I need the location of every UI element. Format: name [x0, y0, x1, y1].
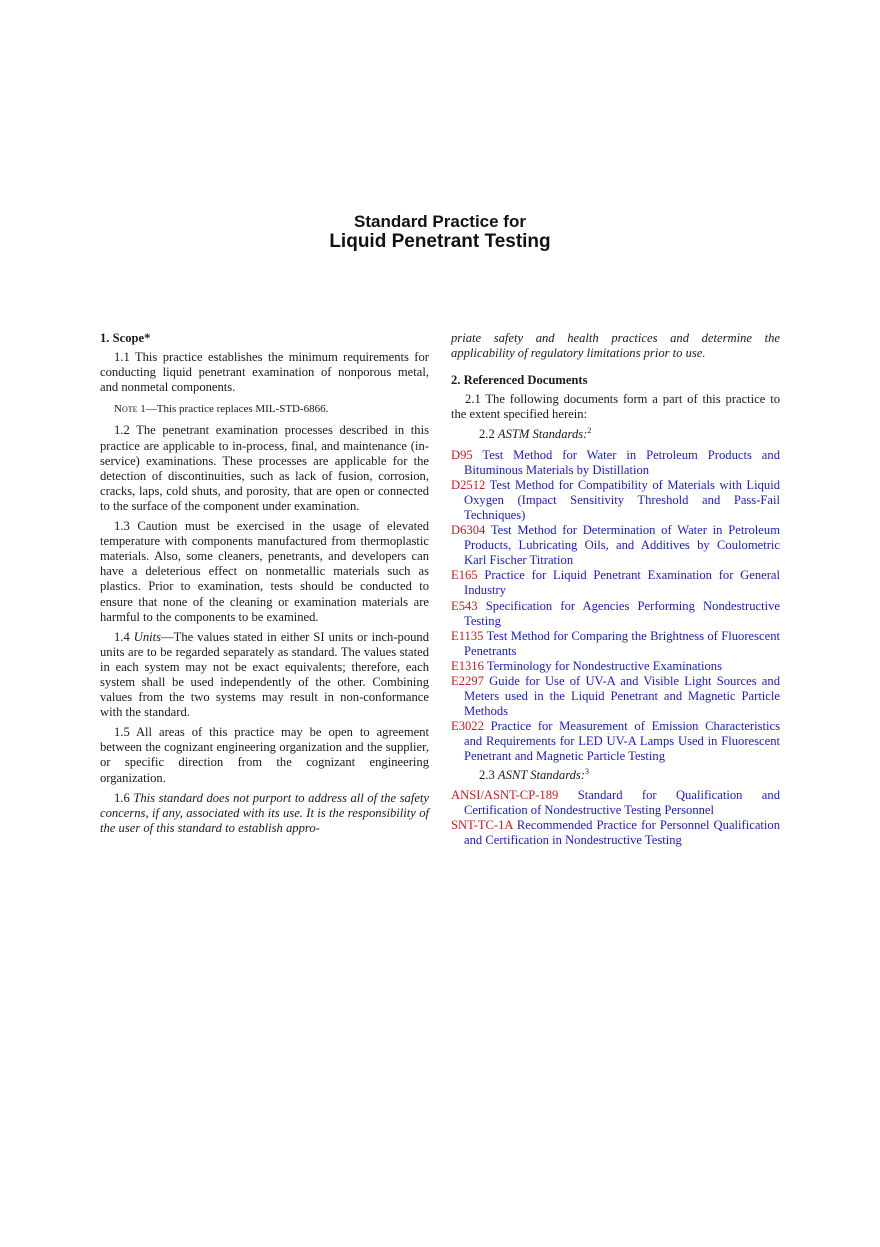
reference-title[interactable]: Test Method for Compatibility of Materials with Liquid Oxygen (Impact Sensitivity Threshold and Pass-Fail Techniques)	[464, 477, 780, 522]
reference-code[interactable]: D6304	[451, 523, 486, 538]
reference-item[interactable]	[451, 599, 780, 629]
reference-code[interactable]: E165	[451, 568, 478, 583]
reference-item[interactable]	[451, 629, 780, 659]
astm-label: ASTM Standards:	[497, 427, 588, 442]
asnt-footnote-ref: 3	[585, 766, 590, 776]
title-line-2: Liquid Penetrant Testing	[329, 231, 551, 252]
paragraph-1-5: 1.5 All areas of this practice may be open to agreement between the cognizant engineering organization and the supplier, or specific direction from the cognizant engineering organization.	[100, 725, 429, 785]
reference-code[interactable]: E2297	[451, 673, 484, 688]
paragraph-1-4-number: 1.4	[114, 629, 134, 644]
paragraph-1-3: 1.3 Caution must be exercised in the usage of elevated temperature with components manufactured from thermoplastic materials. Also, some cleaners, penetrants, and developers can have a deleterious effect on nonmetallic materials such as plastics. Prior to examination, tests should be conducted to ensure that none of the cleaning or examination materials are harmful to the components to be examined.	[100, 519, 429, 624]
note-text: —This practice replaces MIL-STD-6866.	[145, 403, 329, 416]
note-label: Note 1	[114, 403, 146, 416]
reference-title[interactable]: Recommended Practice for Personnel Qualification and Certification in Nondestructive Testing	[464, 817, 780, 847]
reference-code[interactable]: ANSI/ASNT-CP-189	[451, 787, 559, 802]
reference-code[interactable]: D95	[451, 447, 473, 462]
right-column	[451, 331, 780, 851]
paragraph-1-6-number: 1.6	[114, 790, 134, 805]
reference-title[interactable]: Test Method for Determination of Water in Petroleum Products, Lubricating Oils, and Additives by Coulometric Karl Fischer Titration	[464, 523, 780, 568]
reference-code[interactable]: E543	[451, 598, 478, 613]
asnt-number: 2.3	[479, 767, 498, 782]
reference-item[interactable]	[451, 719, 780, 764]
asnt-label: ASNT Standards:	[497, 767, 586, 782]
reference-code[interactable]: E1316	[451, 658, 484, 673]
paragraph-1-1: 1.1 This practice establishes the minimum requirements for conducting liquid penetrant examination of nonporous metal, and nonmetal components.	[100, 350, 429, 395]
note-1	[100, 402, 429, 417]
left-column	[100, 331, 429, 841]
reference-title[interactable]: Terminology for Nondestructive Examinations	[486, 658, 723, 673]
paragraph-1-2: 1.2 The penetrant examination processes described in this practice are applicable to in-process, final, and maintenance (in-service) examinations. These processes are applicable for the detection of discontinuities, such as lack of fusion, corrosion, cracks, laps, cold shuts, and porosity, that are open or connected to the surface of the component under examination.	[100, 423, 429, 513]
asnt-standards-heading	[451, 768, 780, 783]
reference-item[interactable]	[451, 448, 780, 478]
reference-title[interactable]: Test Method for Water in Petroleum Products and Bituminous Materials by Distillation	[464, 447, 780, 477]
paragraph-1-6	[100, 791, 429, 836]
paragraph-1-4-term: Units	[133, 629, 162, 644]
astm-footnote-ref: 2	[587, 426, 592, 436]
paragraph-1-6-text: This standard does not purport to address all of the safety concerns, if any, associated with its use. It is the responsibility of the user of this standard to establish appro-	[100, 790, 429, 835]
reference-code[interactable]: E3022	[451, 719, 484, 734]
reference-title[interactable]: Specification for Agencies Performing Nondestructive Testing	[464, 598, 780, 628]
reference-title[interactable]: Standard for Qualification and Certification of Nondestructive Testing Personnel	[464, 787, 780, 817]
paragraph-1-4	[100, 630, 429, 721]
section-2-heading: 2. Referenced Documents	[451, 373, 588, 388]
astm-standards-heading	[451, 427, 780, 442]
reference-title[interactable]: Practice for Liquid Penetrant Examination for General Industry	[464, 568, 780, 598]
reference-item[interactable]	[451, 674, 780, 719]
section-1-heading: 1. Scope*	[100, 331, 151, 345]
document-title	[0, 212, 880, 252]
title-line-1: Standard Practice for	[354, 212, 526, 231]
astm-reference-list	[451, 448, 780, 765]
reference-title[interactable]: Guide for Use of UV-A and Visible Light Sources and Meters used in the Liquid Penetrant and Magnetic Particle Methods	[464, 673, 780, 719]
asnt-reference-list	[451, 788, 780, 848]
reference-item[interactable]	[451, 478, 780, 523]
reference-code[interactable]: SNT-TC-1A	[451, 817, 513, 832]
reference-item[interactable]	[451, 568, 780, 598]
paragraph-1-6-continued: priate safety and health practices and determine the applicability of regulatory limitations prior to use.	[451, 331, 780, 361]
paragraph-2-1: 2.1 The following documents form a part of this practice to the extent specified herein:	[451, 392, 780, 422]
reference-code[interactable]: E1135	[451, 628, 484, 643]
reference-item[interactable]	[451, 659, 780, 674]
reference-code[interactable]: D2512	[451, 477, 486, 492]
reference-item[interactable]	[451, 523, 780, 568]
reference-item[interactable]	[451, 788, 780, 818]
paragraph-1-4-text: —The values stated in either SI units or inch-pound units are to be regarded separately as standard. The values stated in each system may not be exact equivalents; therefore, each system shall be used independently of the other. Combining values from the two systems may result in non-conformance with the standard.	[100, 629, 430, 720]
reference-title[interactable]: Test Method for Comparing the Brightness of Fluorescent Penetrants	[464, 628, 780, 658]
reference-item[interactable]	[451, 818, 780, 848]
astm-number: 2.2	[479, 427, 498, 442]
reference-title[interactable]: Practice for Measurement of Emission Characteristics and Requirements for LED UV-A Lamps Used in Fluorescent Penetrant and Magnetic Particle Testing	[464, 719, 780, 764]
